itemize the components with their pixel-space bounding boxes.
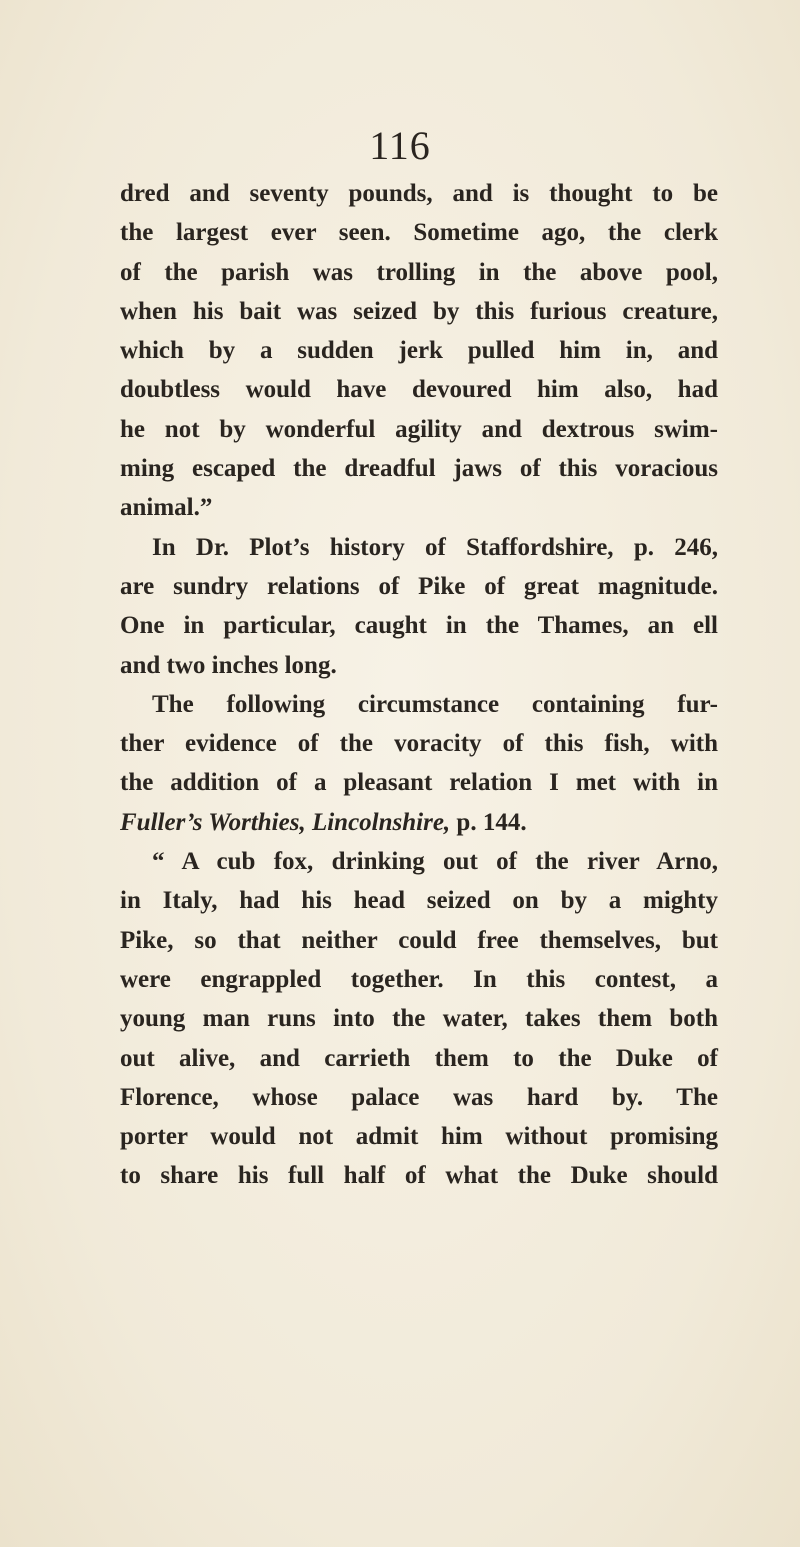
- text-line: when his bait was seized by this furious creature,: [120, 297, 718, 325]
- text-line: Florence, whose palace was hard by. The: [120, 1083, 718, 1111]
- text-line: animal.”: [120, 494, 213, 522]
- text-line: the addition of a pleasant relation I met with in: [120, 769, 718, 797]
- text-line: are sundry relations of Pike of great magnitude.: [120, 572, 718, 600]
- page-number: 116: [369, 123, 431, 168]
- text-line: doubtless would have devoured him also, had: [120, 376, 718, 404]
- text-line: The following circumstance containing fur-: [152, 690, 718, 718]
- text-line: which by a sudden jerk pulled him in, and: [120, 337, 718, 365]
- text-line: in Italy, had his head seized on by a mighty: [120, 887, 718, 915]
- text-line: he not by wonderful agility and dextrous swim-: [120, 415, 718, 443]
- citation-page: p. 144.: [450, 808, 527, 836]
- text-line: One in particular, caught in the Thames, an ell: [120, 612, 718, 640]
- text-line: and two inches long.: [120, 651, 337, 679]
- text-line: “ A cub fox, drinking out of the river Arno,: [152, 848, 718, 876]
- text-line: porter would not admit him without promising: [120, 1123, 718, 1151]
- text-line: dred and seventy pounds, and is thought to be: [120, 180, 718, 207]
- text-line: to share his full half of what the Duke should: [120, 1162, 718, 1190]
- text-line-citation: [120, 803, 718, 842]
- text-line: ming escaped the dreadful jaws of this voracious: [120, 455, 718, 483]
- text-line: Pike, so that neither could free themselves, but: [120, 926, 718, 954]
- text-line: young man runs into the water, takes them both: [120, 1005, 718, 1033]
- text-line: were engrappled together. In this contest, a: [120, 965, 718, 993]
- text-line: out alive, and carrieth them to the Duke of: [120, 1044, 718, 1072]
- text-line: of the parish was trolling in the above pool,: [120, 258, 718, 286]
- text-line: In Dr. Plot’s history of Staffordshire, p. 246,: [152, 533, 718, 561]
- body-text: [120, 174, 718, 1196]
- citation-title: Fuller’s Worthies, Lincolnshire,: [120, 808, 451, 836]
- text-line: the largest ever seen. Sometime ago, the clerk: [120, 219, 718, 247]
- text-line: ther evidence of the voracity of this fish, with: [120, 730, 718, 758]
